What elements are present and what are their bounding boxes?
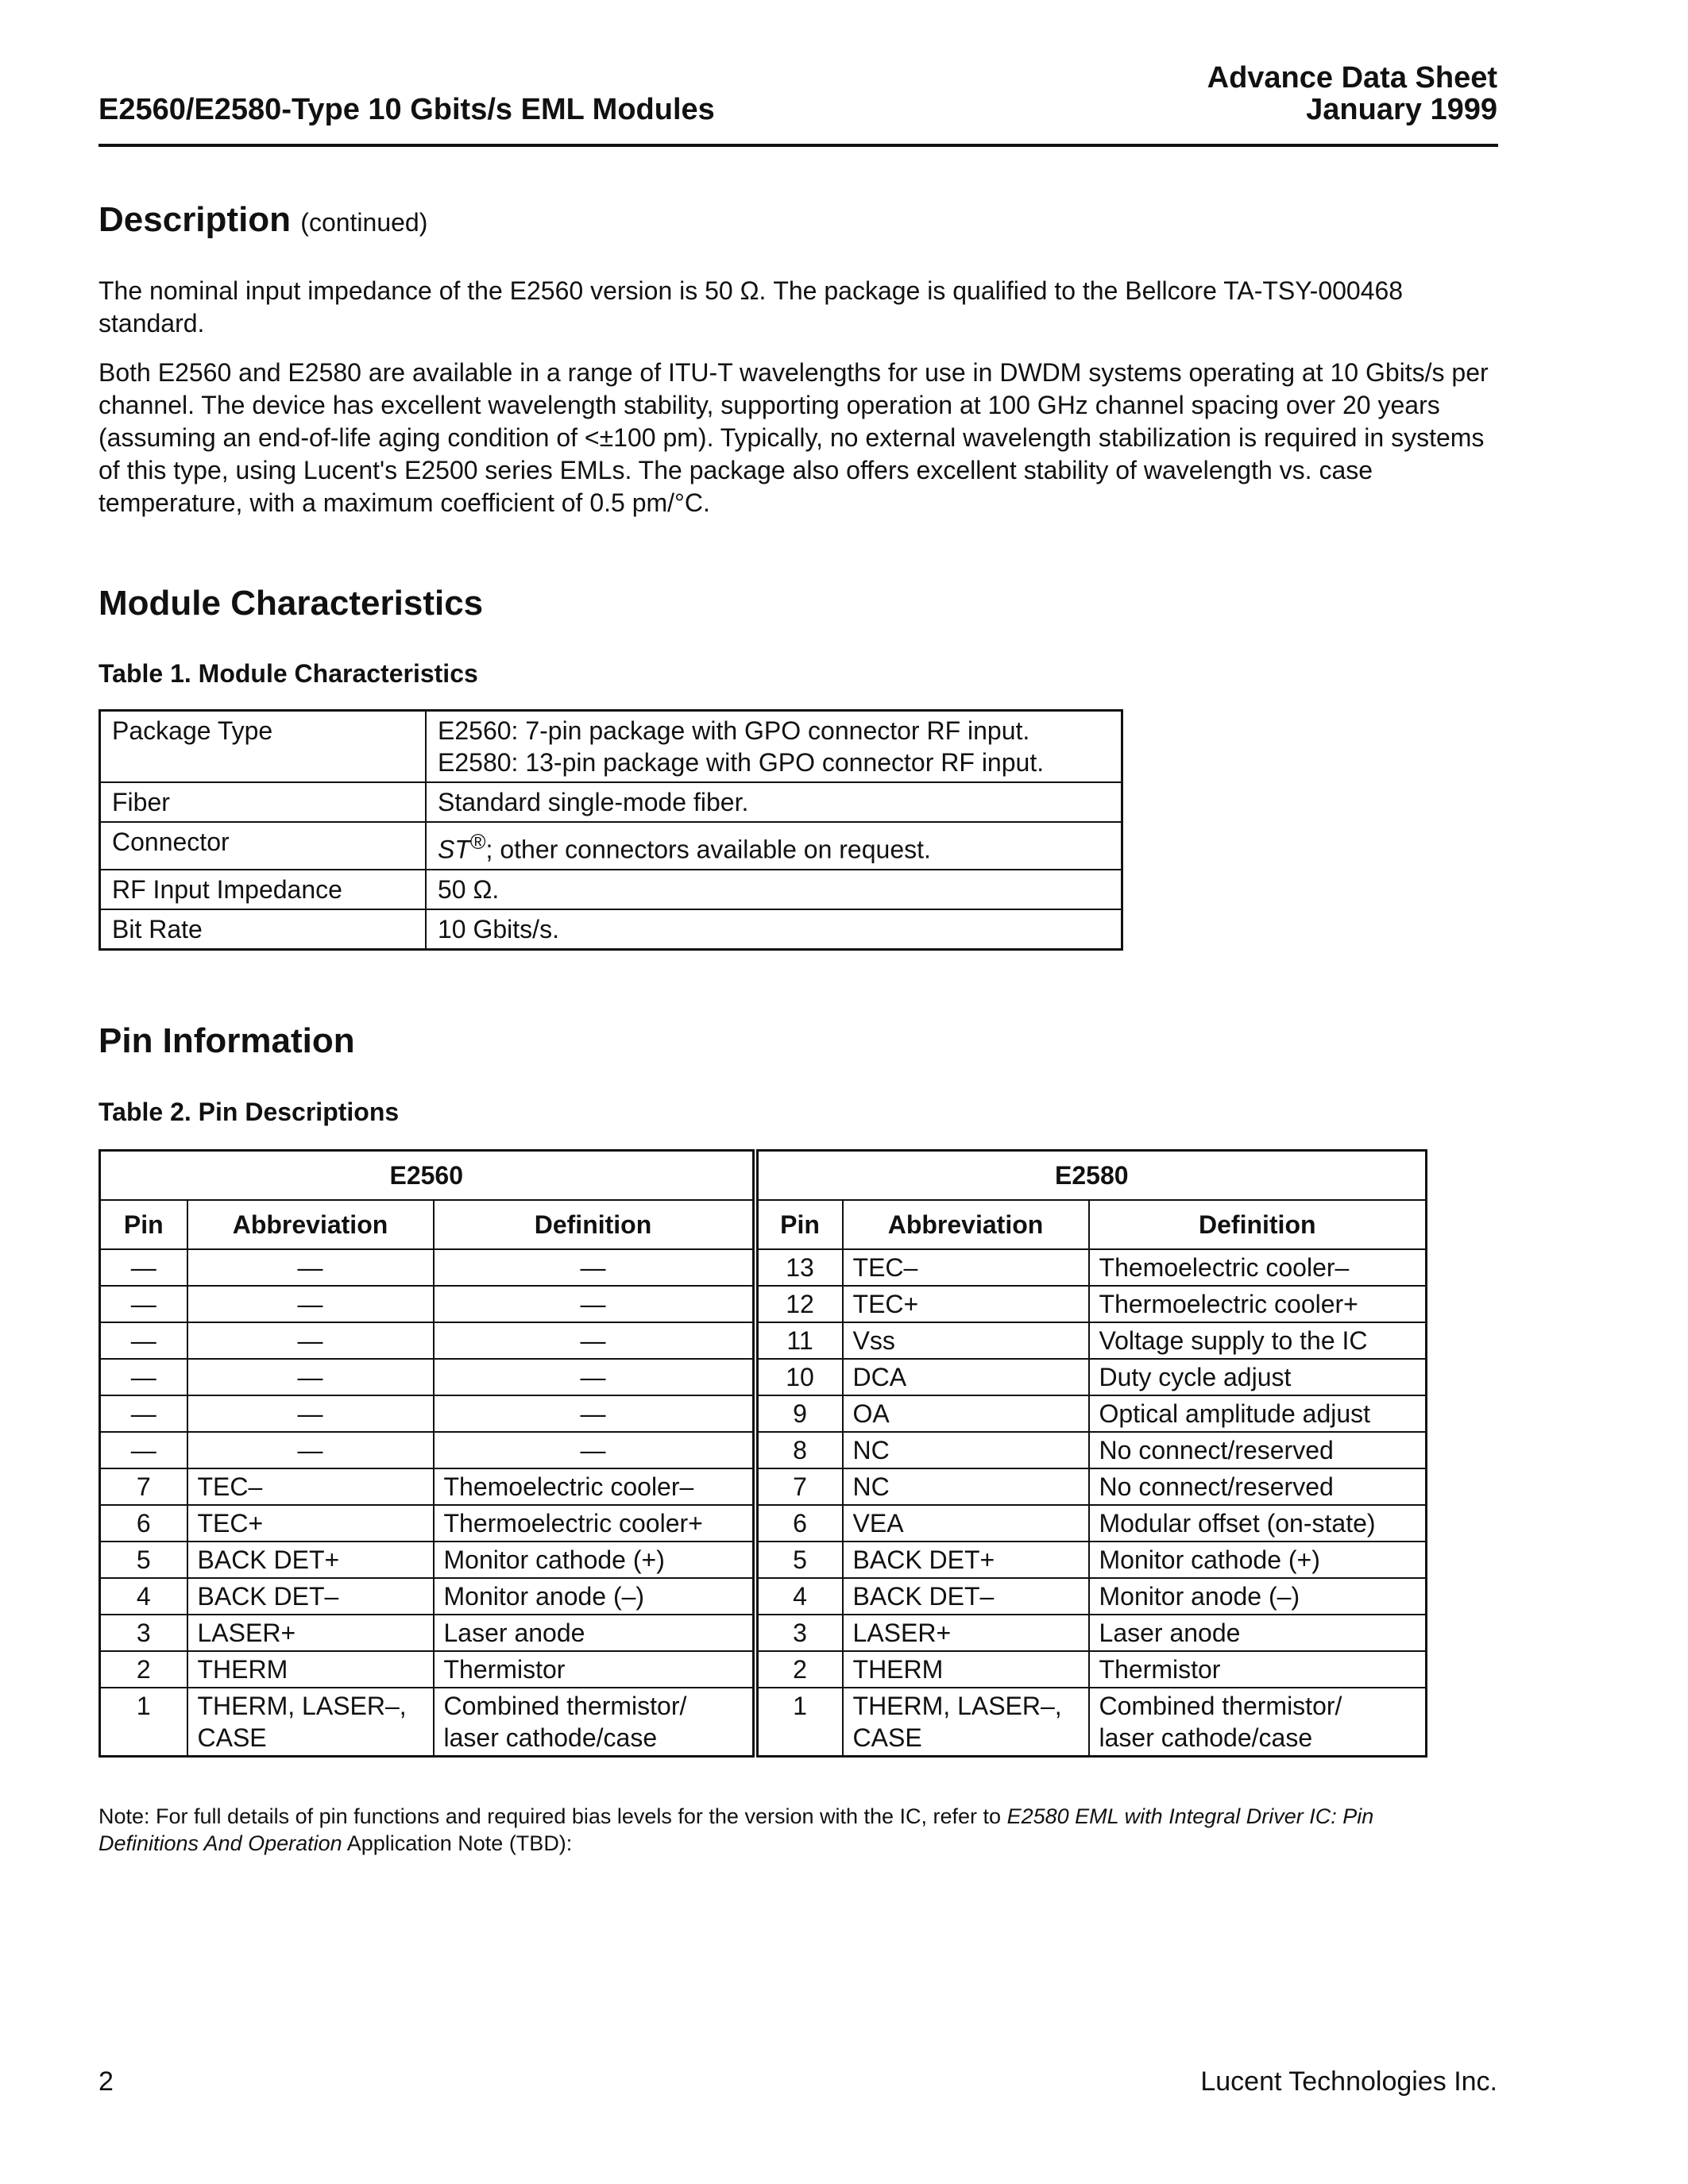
cell-line: E2580: 13-pin package with GPO connector RF input. (438, 748, 1045, 777)
table-cell: No connect/reserved (1089, 1468, 1427, 1505)
table-cell: THERM (843, 1651, 1089, 1688)
doc-type: Advance Data Sheet (1207, 61, 1497, 95)
table-cell: RF Input Impedance (100, 870, 427, 909)
table-cell: 10 Gbits/s. (426, 909, 1122, 950)
table-row (100, 1651, 1427, 1688)
table-cell (187, 1688, 434, 1757)
table-cell: 1 (100, 1688, 187, 1757)
table-cell: — (100, 1359, 187, 1395)
doc-title: E2560/E2580-Type 10 Gbits/s EML Modules (98, 93, 715, 126)
table-cell: Thermoelectric cooler+ (1089, 1286, 1427, 1322)
table-cell: 5 (100, 1542, 187, 1578)
table-cell: NC (843, 1432, 1089, 1468)
table-cell: NC (843, 1468, 1089, 1505)
table-cell: 7 (100, 1468, 187, 1505)
cell-line: Combined thermistor/ (1099, 1692, 1342, 1720)
description-heading-text: Description (98, 200, 292, 239)
cell-line: laser cathode/case (443, 1723, 658, 1752)
table-cell: Laser anode (434, 1615, 755, 1651)
col-abbreviation: Abbreviation (187, 1200, 434, 1249)
table-cell: 7 (755, 1468, 843, 1505)
table2-caption: Table 2. Pin Descriptions (98, 1098, 400, 1126)
table-cell: 6 (755, 1505, 843, 1542)
table-cell: LASER+ (843, 1615, 1089, 1651)
table-row (100, 1688, 1427, 1757)
table-cell: TEC+ (843, 1286, 1089, 1322)
table-cell: 12 (755, 1286, 843, 1322)
pin-table-body (100, 1249, 1427, 1688)
table1-caption: Table 1. Module Characteristics (98, 659, 478, 688)
table-row (100, 822, 1122, 870)
table-cell: 6 (100, 1505, 187, 1542)
table-row (100, 1615, 1427, 1651)
table-cell: — (434, 1432, 755, 1468)
table-cell: Optical amplitude adjust (1089, 1395, 1427, 1432)
table-cell: Duty cycle adjust (1089, 1359, 1427, 1395)
table-cell: Thermistor (434, 1651, 755, 1688)
table-cell: — (187, 1395, 434, 1432)
cell-line: laser cathode/case (1099, 1723, 1313, 1752)
table-row (100, 1286, 1427, 1322)
cell-line: Combined thermistor/ (443, 1692, 687, 1720)
table-column-header (100, 1200, 1427, 1249)
table-cell: 8 (755, 1432, 843, 1468)
cell-line: THERM, LASER–, (852, 1692, 1062, 1720)
table-row (100, 711, 1122, 783)
connector-type: ST (438, 835, 470, 864)
table-cell: 2 (100, 1651, 187, 1688)
description-heading (98, 200, 427, 240)
table-cell: Themoelectric cooler– (1089, 1249, 1427, 1286)
table-cell: Monitor anode (–) (1089, 1578, 1427, 1615)
module-heading: Module Characteristics (98, 584, 484, 623)
table-cell: Standard single-mode fiber. (426, 782, 1122, 822)
cell-line: CASE (197, 1723, 267, 1752)
description-paragraph-2: Both E2560 and E2580 are available in a range of ITU-T wavelengths for use in DWDM systems operating at 10 Gbits/s per channel. The device has excellent wavelength stability, supporting operation at 100 GHz channel spacing over 20 years (assuming an end-of-life aging condition of <±100 pm). Typically, no external wavelength stabilization is required in systems of this type, using Lucent's E2500 series EMLs. The package also offers excellent stability of wavelength vs. case temperature, with a maximum coefficient of 0.5 pm/°C. (98, 358, 1489, 517)
note-suffix: Application Note (TBD): (342, 1831, 573, 1855)
table-cell (1089, 1688, 1427, 1757)
table-cell: — (100, 1286, 187, 1322)
table-cell: — (187, 1249, 434, 1286)
table-cell: Connector (100, 822, 427, 870)
table-cell: 2 (755, 1651, 843, 1688)
table-cell: Bit Rate (100, 909, 427, 950)
table-cell: Laser anode (1089, 1615, 1427, 1651)
table-row (100, 1359, 1427, 1395)
pin-descriptions-table (98, 1149, 1427, 1758)
table-note (98, 1803, 1433, 1857)
table-cell: Monitor cathode (+) (1089, 1542, 1427, 1578)
table-cell: 3 (755, 1615, 843, 1651)
table-cell: — (187, 1286, 434, 1322)
table-cell: BACK DET– (843, 1578, 1089, 1615)
col-definition: Definition (1089, 1200, 1427, 1249)
table-cell: 50 Ω. (426, 870, 1122, 909)
table-row (100, 1505, 1427, 1542)
group-e2580: E2580 (755, 1151, 1427, 1201)
table-cell: — (187, 1322, 434, 1359)
table-cell: No connect/reserved (1089, 1432, 1427, 1468)
table-row (100, 782, 1122, 822)
table-cell: Vss (843, 1322, 1089, 1359)
table-cell: LASER+ (187, 1615, 434, 1651)
table-row (100, 1322, 1427, 1359)
table-cell: Thermistor (1089, 1651, 1427, 1688)
note-prefix: Note: For full details of pin functions and required bias levels for the version with the IC, refer to (98, 1804, 1007, 1828)
table-row (100, 1468, 1427, 1505)
table-cell: 1 (755, 1688, 843, 1757)
table-row (100, 1578, 1427, 1615)
table-cell: TEC– (843, 1249, 1089, 1286)
pin-heading: Pin Information (98, 1021, 355, 1060)
table-cell (426, 822, 1122, 870)
company-name: Lucent Technologies Inc. (1200, 2066, 1497, 2097)
module-characteristics-table (98, 709, 1123, 951)
table-row (100, 1542, 1427, 1578)
table-cell (843, 1688, 1089, 1757)
table-cell: VEA (843, 1505, 1089, 1542)
table-cell: BACK DET– (187, 1578, 434, 1615)
table-cell: Package Type (100, 711, 427, 783)
connector-text: ; other connectors available on request. (485, 835, 931, 864)
table-cell: Monitor cathode (+) (434, 1542, 755, 1578)
table-cell: — (100, 1249, 187, 1286)
table-row (100, 1249, 1427, 1286)
page-number: 2 (98, 2066, 114, 2097)
table-row (100, 909, 1122, 950)
table-cell: — (100, 1432, 187, 1468)
table-cell: Modular offset (on-state) (1089, 1505, 1427, 1542)
table-cell: DCA (843, 1359, 1089, 1395)
table-cell (434, 1688, 755, 1757)
table-cell: Thermoelectric cooler+ (434, 1505, 755, 1542)
table-cell: TEC– (187, 1468, 434, 1505)
cell-line: E2560: 7-pin package with GPO connector RF input. (438, 716, 1030, 745)
table-cell: 10 (755, 1359, 843, 1395)
table-group-header (100, 1151, 1427, 1201)
table-cell: Themoelectric cooler– (434, 1468, 755, 1505)
header-meta (1207, 62, 1497, 125)
table-cell: 3 (100, 1615, 187, 1651)
col-abbreviation: Abbreviation (843, 1200, 1089, 1249)
continued-label: (continued) (300, 208, 428, 237)
table-cell: — (434, 1359, 755, 1395)
cell-line: THERM, LASER–, (197, 1692, 407, 1720)
table-row (100, 1432, 1427, 1468)
table-cell: — (434, 1322, 755, 1359)
table-cell: BACK DET+ (187, 1542, 434, 1578)
table-cell: 13 (755, 1249, 843, 1286)
cell-line: CASE (852, 1723, 922, 1752)
table-cell: Fiber (100, 782, 427, 822)
table-cell: — (434, 1286, 755, 1322)
note-reference: E2580 EML with Integral Driver IC: Pin Definitions And Operation (98, 1804, 1374, 1855)
doc-date: January 1999 (1306, 93, 1497, 126)
table-cell: TEC+ (187, 1505, 434, 1542)
table-row (100, 1395, 1427, 1432)
col-definition: Definition (434, 1200, 755, 1249)
table-cell: 4 (755, 1578, 843, 1615)
registered-mark: ® (469, 830, 486, 854)
table-cell: 9 (755, 1395, 843, 1432)
table-row (100, 870, 1122, 909)
table-cell: Monitor anode (–) (434, 1578, 755, 1615)
table-cell: — (187, 1432, 434, 1468)
table-cell: 4 (100, 1578, 187, 1615)
table-cell (426, 711, 1122, 783)
table-cell: 11 (755, 1322, 843, 1359)
table-cell: Voltage supply to the IC (1089, 1322, 1427, 1359)
table-cell: — (100, 1395, 187, 1432)
col-pin: Pin (755, 1200, 843, 1249)
table-cell: THERM (187, 1651, 434, 1688)
table-cell: — (434, 1249, 755, 1286)
header-rule (98, 144, 1498, 147)
table-cell: BACK DET+ (843, 1542, 1089, 1578)
col-pin: Pin (100, 1200, 187, 1249)
group-e2560: E2560 (100, 1151, 755, 1201)
table-cell: — (100, 1322, 187, 1359)
description-paragraph-1: The nominal input impedance of the E2560 version is 50 Ω. The package is qualified to the Bellcore TA-TSY-000468 standard. (98, 276, 1404, 338)
table-cell: — (434, 1395, 755, 1432)
table-cell: 5 (755, 1542, 843, 1578)
table-cell: — (187, 1359, 434, 1395)
table-cell: OA (843, 1395, 1089, 1432)
